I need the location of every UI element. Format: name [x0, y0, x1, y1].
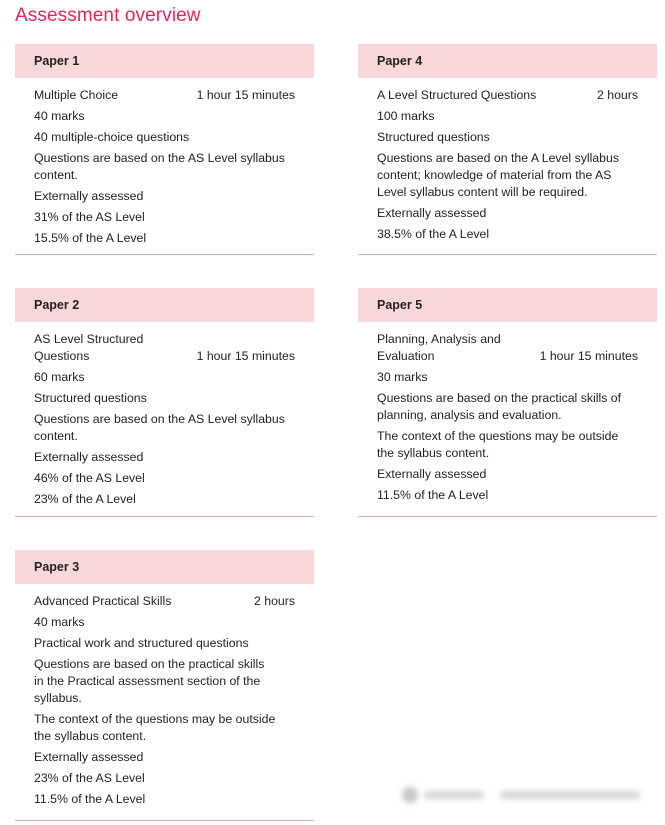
paper-2-line: 23% of the A Level	[34, 492, 136, 506]
paper-3-line: 23% of the AS Level	[34, 771, 145, 785]
paper-1-line: Externally assessed	[34, 189, 144, 203]
paper-2-line: 46% of the AS Level	[34, 471, 145, 485]
paper-4-line: 38.5% of the A Level	[377, 227, 490, 241]
paper-5-card	[358, 288, 657, 517]
paper-4-card	[358, 44, 657, 255]
paper-2-name: AS Level Structured Questions	[34, 332, 144, 363]
paper-3-card	[15, 550, 314, 821]
paper-3-name: Advanced Practical Skills	[34, 594, 172, 608]
paper-2-line: Questions are based on the AS Level syllabus content.	[34, 412, 285, 443]
paper-3-line: 40 marks	[34, 615, 85, 629]
paper-1-heading: Paper 1	[15, 44, 314, 78]
paper-1-line: Questions are based on the AS Level syllabus content.	[34, 151, 285, 182]
paper-5-line: The context of the questions may be outside the syllabus content.	[377, 429, 619, 460]
paper-3-line: The context of the questions may be outside the syllabus content.	[34, 712, 276, 743]
paper-3-line: Questions are based on the practical skills in the Practical assessment section of the syllabus.	[34, 657, 265, 705]
paper-5-heading: Paper 5	[358, 288, 657, 322]
paper-4-name: A Level Structured Questions	[377, 88, 537, 102]
paper-4-line: Questions are based on the A Level syllabus content; knowledge of material from the AS Level syllabus content will be required.	[377, 151, 619, 199]
paper-2-heading: Paper 2	[15, 288, 314, 322]
paper-1-line: 40 marks	[34, 109, 85, 123]
paper-1-name: Multiple Choice	[34, 88, 119, 102]
paper-5-duration: 1 hour 15 minutes	[539, 349, 638, 363]
paper-1-line: 40 multiple-choice questions	[34, 130, 190, 144]
paper-4-heading: Paper 4	[358, 44, 657, 78]
paper-2-duration: 1 hour 15 minutes	[196, 349, 295, 363]
paper-4-duration: 2 hours	[596, 88, 638, 102]
paper-2-line: Structured questions	[34, 391, 147, 405]
page-title: Assessment overview	[15, 5, 201, 26]
paper-3-line: Externally assessed	[34, 750, 144, 764]
paper-2-line: Externally assessed	[34, 450, 144, 464]
paper-3-heading: Paper 3	[15, 550, 314, 584]
paper-1-duration: 1 hour 15 minutes	[196, 88, 295, 102]
paper-5-name: Planning, Analysis and Evaluation	[377, 332, 501, 363]
paper-5-line: 11.5% of the A Level	[377, 488, 489, 502]
paper-4-line: 100 marks	[377, 109, 435, 123]
paper-2-line: 60 marks	[34, 370, 85, 384]
blurred-watermark	[400, 783, 650, 807]
paper-3-line: Practical work and structured questions	[34, 636, 249, 650]
paper-4-line: Externally assessed	[377, 206, 487, 220]
paper-5-line: Externally assessed	[377, 467, 487, 481]
paper-5-line: Questions are based on the practical skills of planning, analysis and evaluation.	[377, 391, 622, 422]
paper-1-line: 15.5% of the A Level	[34, 231, 147, 245]
paper-3-duration: 2 hours	[253, 594, 295, 608]
paper-1-card	[15, 44, 314, 255]
paper-5-line: 30 marks	[377, 370, 428, 384]
paper-4-line: Structured questions	[377, 130, 490, 144]
paper-3-line: 11.5% of the A Level	[34, 792, 146, 806]
paper-1-line: 31% of the AS Level	[34, 210, 145, 224]
paper-2-card	[15, 288, 314, 517]
